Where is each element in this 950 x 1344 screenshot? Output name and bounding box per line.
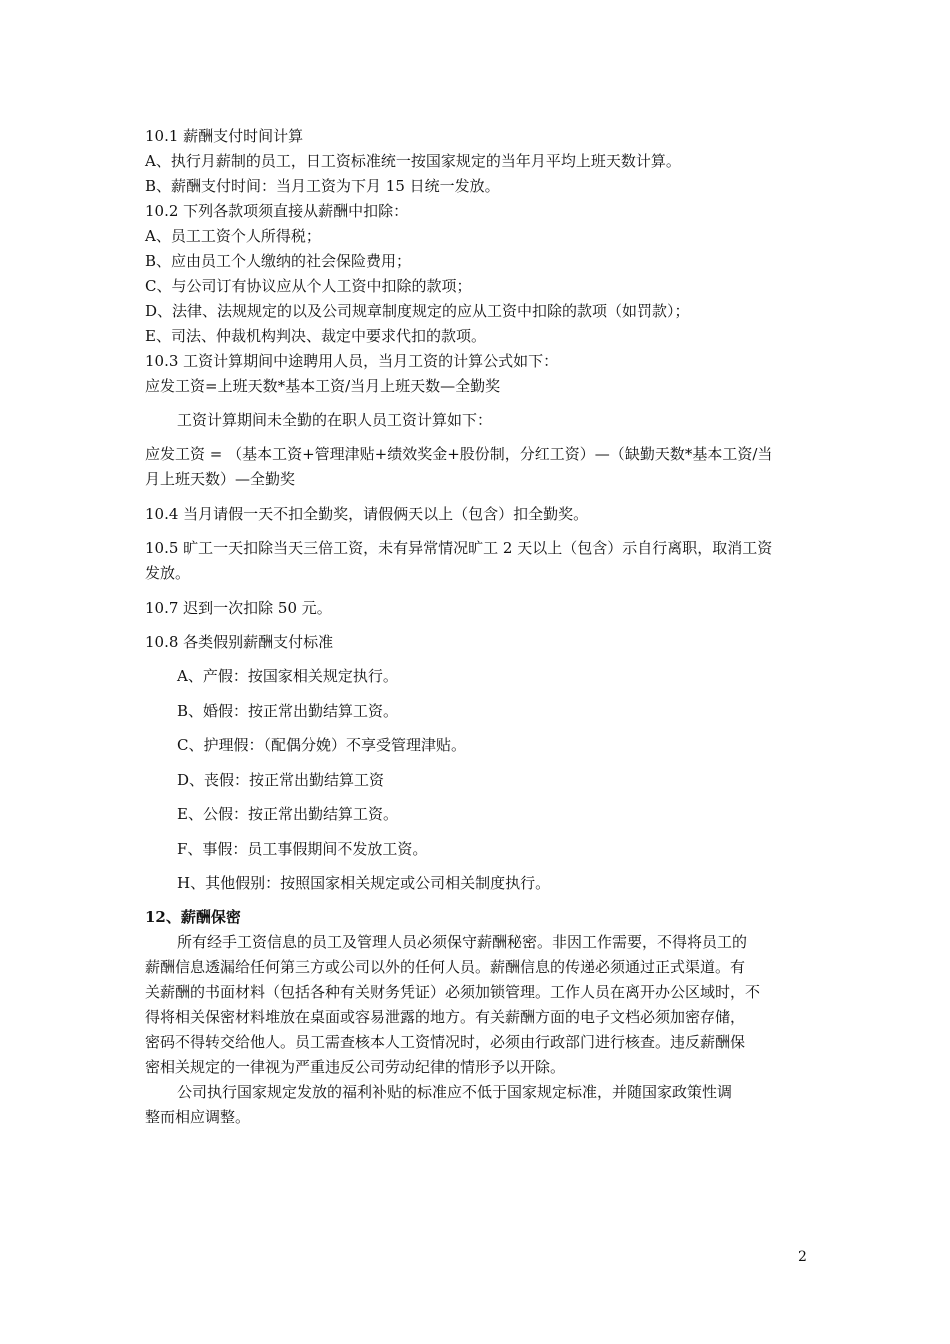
leave-item: F、事假：员工事假期间不发放工资。 — [177, 840, 428, 858]
leave-item: H、其他假别：按照国家相关规定或公司相关制度执行。 — [177, 874, 551, 892]
section-10-1-item-b: B、薪酬支付时间：当月工资为下月 15 日统一发放。 — [145, 177, 500, 195]
section-12-paragraph-2-line: 整而相应调整。 — [145, 1108, 251, 1126]
section-10-1-heading: 10.1 薪酬支付时间计算 — [145, 127, 304, 145]
section-10-2-item-a: A、员工工资个人所得税； — [145, 227, 321, 245]
section-12-paragraph-line: 关薪酬的书面材料（包括各种有关财务凭证）必须加锁管理。工作人员在离开办公区域时，不 — [145, 983, 761, 1001]
section-10-1-item-a: A、执行月薪制的员工，日工资标准统一按国家规定的当年月平均上班天数计算。 — [145, 152, 681, 170]
section-10-3-formula-2-line-2: 月上班天数）—全勤奖 — [145, 470, 296, 488]
section-10-2-item-b: B、应由员工个人缴纳的社会保险费用； — [145, 252, 412, 270]
section-10-2-item-e: E、司法、仲裁机构判决、裁定中要求代扣的款项。 — [145, 327, 486, 345]
section-10-4: 10.4 当月请假一天不扣全勤奖，请假俩天以上（包含）扣全勤奖。 — [145, 505, 589, 523]
section-12-paragraph-2-line: 公司执行国家规定发放的福利补贴的标准应不低于国家规定标准，并随国家政策性调 — [177, 1083, 733, 1101]
section-12-paragraph-line: 薪酬信息透漏给任何第三方或公司以外的任何人员。薪酬信息的传递必须通过正式渠道。有 — [145, 958, 746, 976]
section-10-7: 10.7 迟到一次扣除 50 元。 — [145, 599, 332, 617]
section-12-paragraph-line: 密相关规定的一律视为严重违反公司劳动纪律的情形予以开除。 — [145, 1058, 566, 1076]
section-10-3-formula-2-line-1: 应发工资 = （基本工资+管理津贴+绩效奖金+股份制，分红工资）—（缺勤天数*基本工资/当 — [145, 445, 773, 463]
section-10-5-line-1: 10.5 旷工一天扣除当天三倍工资，未有异常情况旷工 2 天以上（包含）示自行离职，取消工资 — [145, 539, 773, 557]
section-12-paragraph-line: 所有经手工资信息的员工及管理人员必须保守薪酬秘密。非因工作需要，不得将员工的 — [177, 933, 748, 951]
section-10-2-item-c: C、与公司订有协议应从个人工资中扣除的款项； — [145, 277, 472, 295]
section-12-paragraph-line: 密码不得转交给他人。员工需查核本人工资情况时，必须由行政部门进行核查。违反薪酬保 — [145, 1033, 746, 1051]
section-10-5-line-2: 发放。 — [145, 564, 191, 582]
section-12-title: 12、薪酬保密 — [145, 908, 241, 926]
section-10-3-formula: 应发工资=上班天数*基本工资/当月上班天数—全勤奖 — [145, 377, 501, 395]
leave-item: D、丧假：按正常出勤结算工资 — [177, 771, 385, 789]
leave-item: E、公假：按正常出勤结算工资。 — [177, 805, 398, 823]
section-10-2-item-d: D、法律、法规规定的以及公司规章制度规定的应从工资中扣除的款项（如罚款）； — [145, 302, 690, 320]
section-10-8-heading: 10.8 各类假别薪酬支付标准 — [145, 633, 334, 651]
page-number: 2 — [798, 1249, 807, 1265]
section-10-3-note: 工资计算期间未全勤的在职人员工资计算如下： — [177, 411, 493, 429]
leave-item: B、婚假：按正常出勤结算工资。 — [177, 702, 399, 720]
section-12-paragraph-line: 得将相关保密材料堆放在桌面或容易泄露的地方。有关薪酬方面的电子文档必须加密存储， — [145, 1008, 746, 1026]
section-10-3-heading: 10.3 工资计算期间中途聘用人员，当月工资的计算公式如下： — [145, 352, 559, 370]
leave-item: A、产假：按国家相关规定执行。 — [177, 667, 398, 685]
leave-item: C、护理假：（配偶分娩）不享受管理津贴。 — [177, 736, 466, 754]
section-10-2-heading: 10.2 下列各款项须直接从薪酬中扣除： — [145, 202, 409, 220]
